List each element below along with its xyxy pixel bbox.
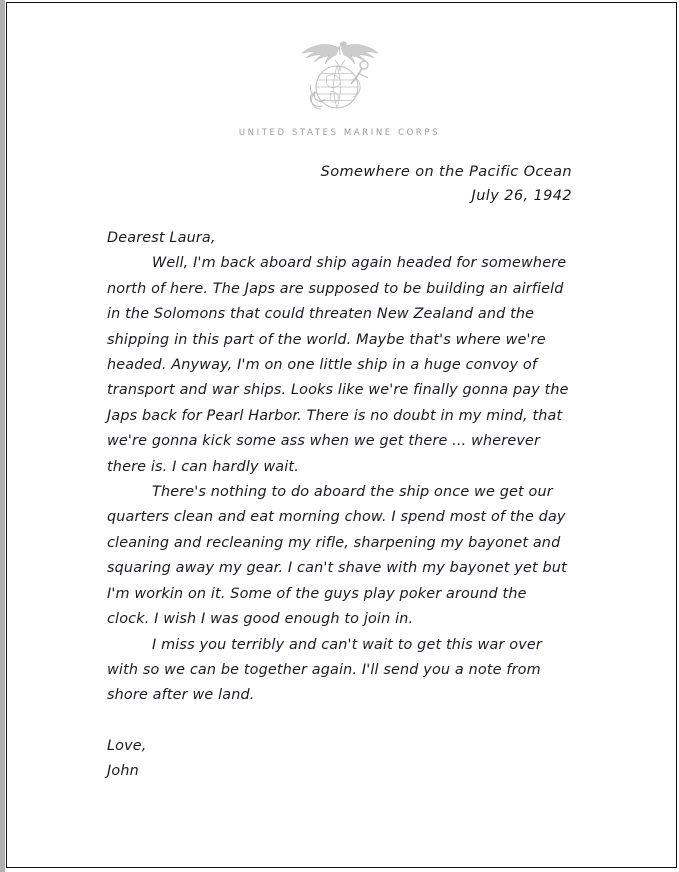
marine-corps-eagle-globe-anchor-emblem xyxy=(265,34,415,126)
letter-heading-block xyxy=(200,160,572,208)
body-paragraph-3: I miss you terribly and can't wait to get this war over with so we can be together again. I'll send you a note from shore after we land. xyxy=(107,636,542,704)
letterhead-title: UNITED STATES MARINE CORPS xyxy=(238,128,441,138)
heading-location: Somewhere on the Pacific Ocean xyxy=(320,164,572,180)
closing-signature: John xyxy=(107,763,139,780)
heading-date: July 26, 1942 xyxy=(471,188,572,204)
letter-body xyxy=(107,226,573,785)
letterhead xyxy=(0,34,679,138)
body-paragraph-2: There's nothing to do aboard the ship once we get our quarters clean and eat morning chow. I spend most of the day cleaning and recleaning my rifle, sharpening my bayonet and squaring away my gear. I can't shave with my bayonet yet but I'm workin on it. Some of the guys play poker around the clock. I wish I was good enough to join in. xyxy=(107,484,567,628)
closing-valediction: Love, xyxy=(107,737,147,754)
salutation: Dearest Laura, xyxy=(107,230,216,246)
body-paragraph-1: Well, I'm back aboard ship again headed for somewhere north of here. The Japs are supposed to be building an airfield in the Solomons that could threaten New Zealand and the shipping in this part of the world. Maybe that's where we're headed. Anyway, I'm on one little ship in a huge convoy of transport and war ships. Looks like we're finally gonna pay the Japs back for Pearl Harbor. There is no doubt in my mind, that we're gonna kick some ass when we get there ... wherever there is. I can hardly wait. xyxy=(107,255,569,475)
letter-closing xyxy=(107,709,573,785)
